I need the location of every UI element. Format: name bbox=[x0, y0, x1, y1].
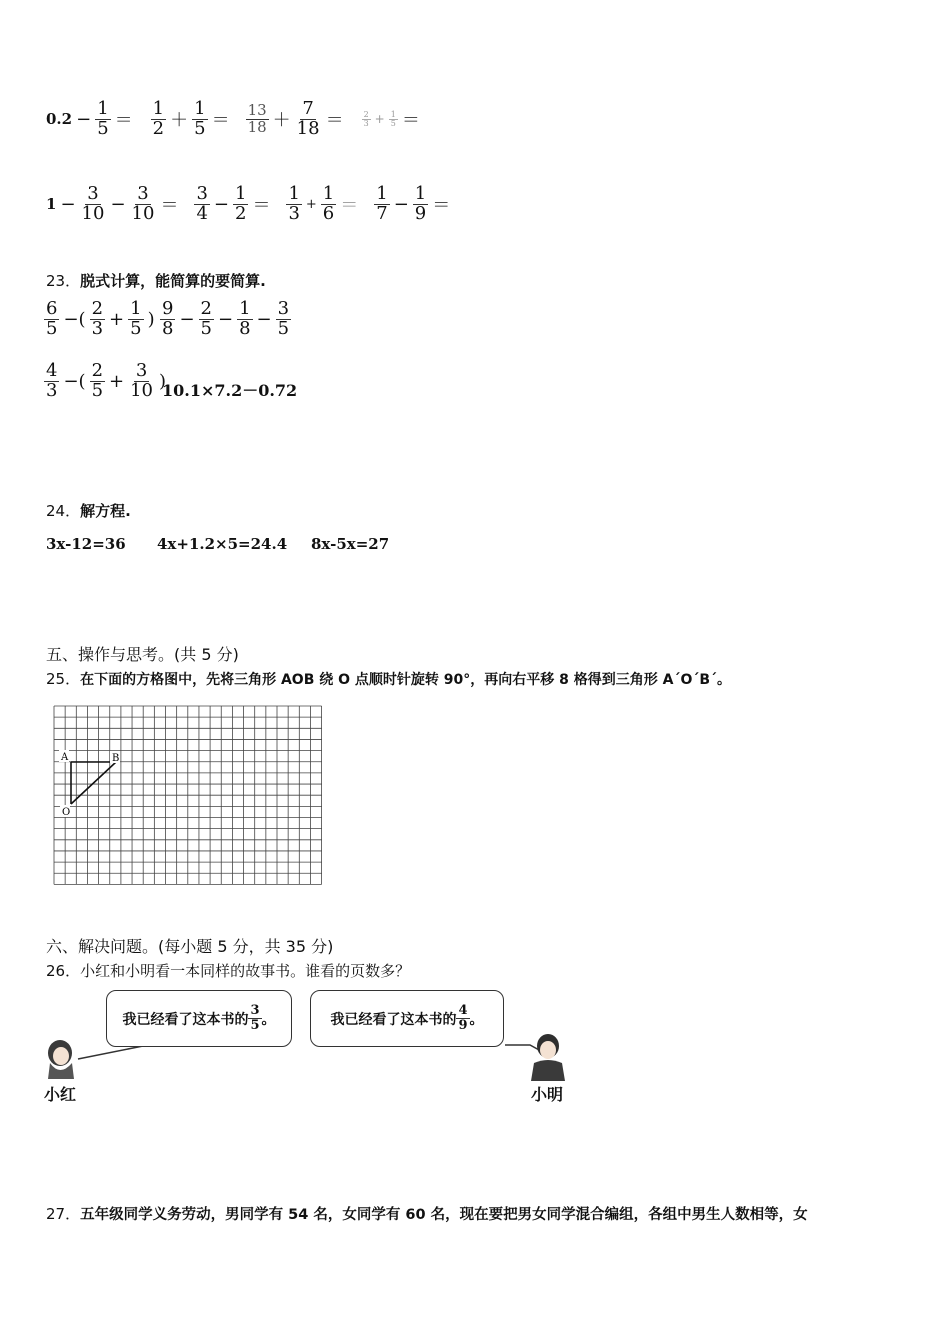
fraction: $\frac{13}{18}$ bbox=[247, 101, 267, 136]
name-xiaohong: 小红 bbox=[44, 1085, 77, 1104]
equals: ＝ bbox=[401, 110, 420, 132]
equals: ＝ bbox=[325, 110, 344, 132]
q23-expression-2: $\frac{9}{8}$ − $\frac{2}{5}$ − $\frac{1}{8}$ − $\frac{3}{5}$ bbox=[162, 298, 290, 339]
operator: + bbox=[305, 196, 317, 212]
girl-icon bbox=[48, 1040, 74, 1079]
question-number: 23． bbox=[46, 272, 81, 290]
q23-expression-3: $\frac{4}{3}$ −( $\frac{2}{5}$ + $\frac{3}{10}$ ) bbox=[46, 360, 167, 401]
fraction: $\frac{2}{3}$ bbox=[363, 109, 369, 128]
operator: − bbox=[76, 108, 92, 130]
question-26: 26．小红和小明看一本同样的故事书。谁看的页数多？ bbox=[46, 962, 411, 980]
lead-number: 1 bbox=[46, 195, 57, 214]
question-24-title: 24．解方程. bbox=[46, 502, 131, 520]
fraction: $\frac{1}{2}$ bbox=[234, 183, 247, 224]
q23-expression-1: $\frac{6}{5}$ −( $\frac{2}{3}$ + $\frac{1}{5}$ ) bbox=[46, 298, 155, 339]
equals: ＝ bbox=[252, 195, 271, 217]
grid-diagram bbox=[53, 705, 323, 892]
section-5-heading: 五、操作与思考。(共 5 分) bbox=[46, 645, 239, 664]
equation-1: 3x-12=36 bbox=[46, 535, 126, 553]
operator: + bbox=[374, 112, 385, 127]
fraction: $\frac{7}{18}$ bbox=[296, 98, 320, 139]
fraction: $\frac{1}{5}$ bbox=[390, 109, 396, 128]
section-6-heading: 六、解决问题。(每小题 5 分，共 35 分) bbox=[46, 937, 334, 956]
operator: − bbox=[60, 193, 76, 215]
equals: ＝ bbox=[211, 110, 230, 132]
fraction: $\frac{1}{3}$ bbox=[288, 183, 300, 224]
equals: ＝ bbox=[340, 195, 359, 217]
operator: ＋ bbox=[170, 110, 189, 132]
fraction: $\frac{1}{2}$ bbox=[152, 98, 165, 139]
fraction: $\frac{3}{10}$ bbox=[81, 183, 105, 224]
oral-calc-row-2 bbox=[46, 185, 454, 224]
fraction: $\frac{1}{5}$ bbox=[194, 98, 206, 139]
fraction: $\frac{1}{7}$ bbox=[376, 183, 388, 224]
fraction: $\frac{3}{10}$ bbox=[131, 183, 155, 224]
label-a: A bbox=[61, 752, 69, 763]
speech-bubble-xiaohong: 我已经看了这本书的 $\frac{3}{5}$ 。 bbox=[106, 990, 292, 1047]
question-25: 25．在下面的方格图中，先将三角形 AOB 绕 O 点顺时针旋转 90°，再向右平移 8 格得到三角形 A´O´B´。 bbox=[46, 670, 732, 688]
question-23-title bbox=[46, 270, 266, 291]
name-xiaoming: 小明 bbox=[531, 1085, 564, 1104]
segment-ob bbox=[71, 762, 116, 804]
q23-expression-4: 10.1×7.2－0.72 bbox=[162, 381, 298, 400]
fraction: $\frac{1}{6}$ bbox=[322, 183, 335, 224]
operator: ＋ bbox=[272, 110, 291, 132]
equation-2: 4x+1.2×5=24.4 bbox=[157, 535, 288, 553]
label-o: O bbox=[62, 807, 71, 818]
equals: ＝ bbox=[160, 195, 179, 217]
lead-number: 0.2 bbox=[46, 110, 73, 129]
fraction: $\frac{1}{9}$ bbox=[414, 183, 427, 224]
equals: ＝ bbox=[432, 195, 451, 217]
fraction: $\frac{3}{4}$ bbox=[196, 183, 208, 224]
question-27: 27．五年级同学义务劳动，男同学有 54 名，女同学有 60 名，现在要把男女同学混合编组，各组中男生人数相等，女 bbox=[46, 1205, 808, 1223]
label-b: B bbox=[112, 753, 120, 764]
boy-icon bbox=[531, 1034, 565, 1081]
oral-calc-row-1 bbox=[46, 100, 424, 139]
equation-3: 8x-5x=27 bbox=[311, 535, 390, 553]
operator: − bbox=[110, 193, 126, 215]
operator: − bbox=[213, 193, 229, 215]
equals: ＝ bbox=[114, 110, 133, 132]
speech-bubble-xiaoming: 我已经看了这本书的 $\frac{4}{9}$ 。 bbox=[310, 990, 504, 1047]
fraction: $\frac{1}{5}$ bbox=[97, 98, 109, 139]
question-text: 脱式计算，能简算的要简算. bbox=[80, 272, 266, 290]
operator: − bbox=[393, 193, 409, 215]
